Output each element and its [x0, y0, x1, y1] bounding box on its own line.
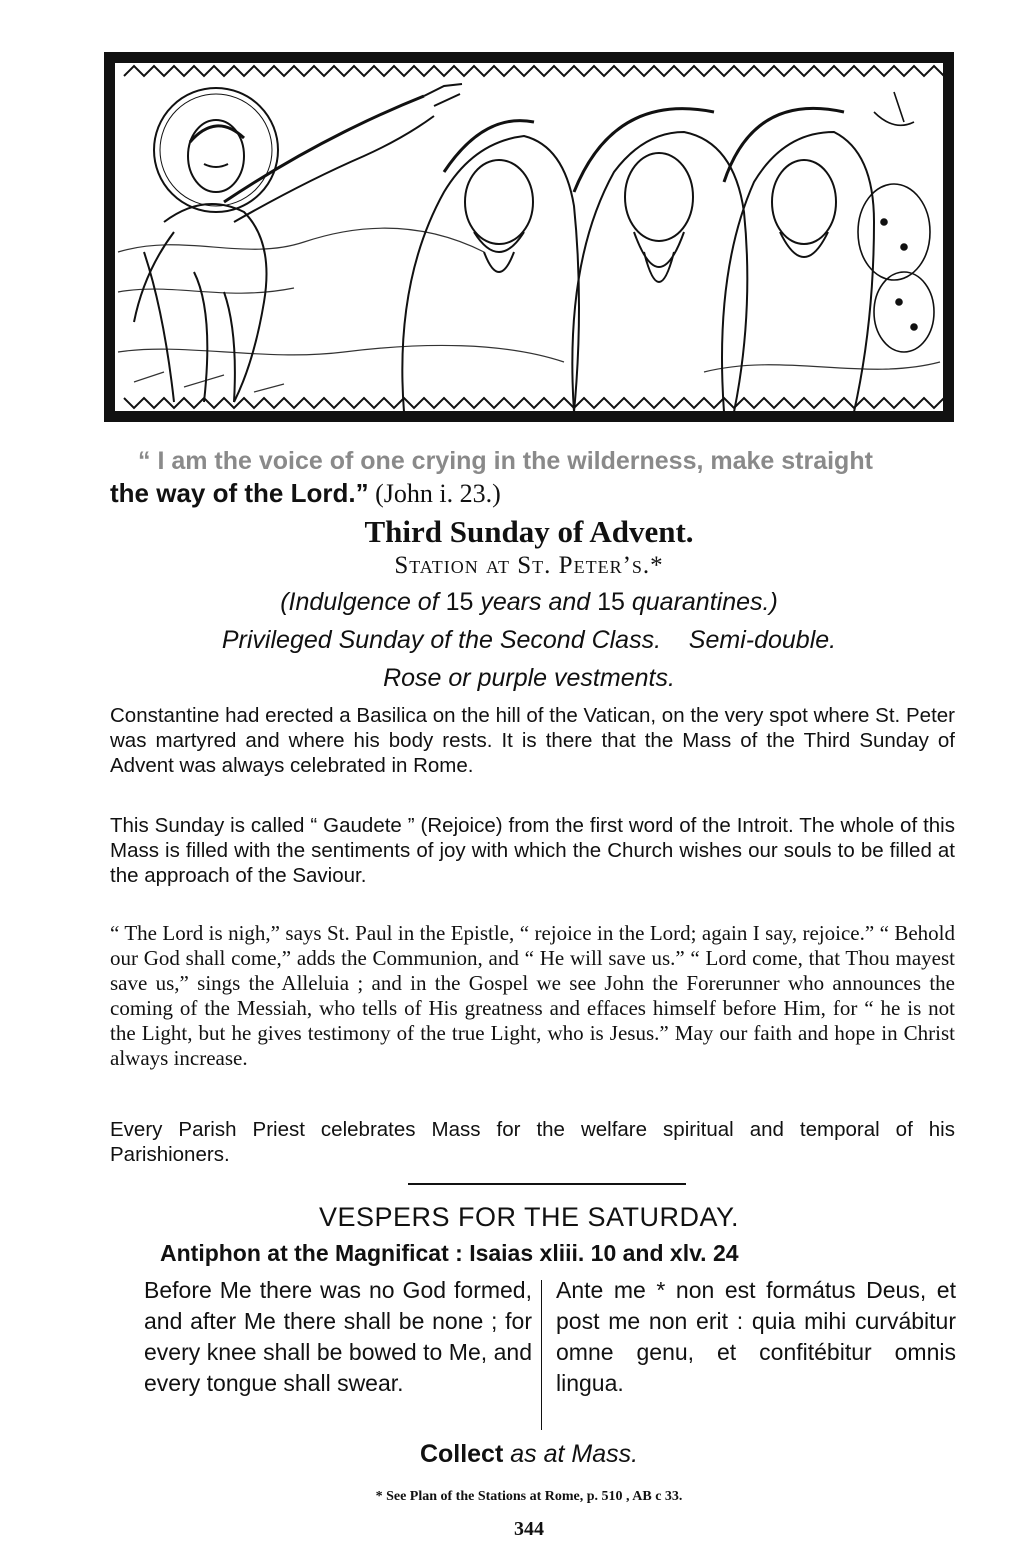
caption-bold-text: the way of the Lord.” [110, 478, 369, 508]
page-title: Third Sunday of Advent. [364, 514, 694, 549]
indulgence-years: 15 [445, 588, 474, 616]
paragraph-lord-is-nigh: “ The Lord is nigh,” says St. Paul in the Epistle, “ rejoice in the Lord; again I say, rejoice.” “ Behold our God shall come,” adds the Communion, and “ He will save us.” “ Lord come, that Thou mayest save us,” sings the Alleluia ; and in the Gospel we see John the Forerunner who announces the coming of the Messiah, who tells of His greatness and effaces himself before Him, for “ he is not the Light, but he gives testimony of the true Light, who is Jesus.” May our faith and hope in Christ always increase. [110, 921, 955, 1070]
column-divider [541, 1280, 542, 1430]
paragraph-gaudete: This Sunday is called “ Gaudete ” (Rejoice) from the first word of the Introit. The whole of this Mass is filled with the sentiments of joy with which the Church wishes our souls to be filled at the approach of the Saviour. [110, 814, 955, 887]
station-heading: Station at St. Peter’s.* [394, 552, 664, 579]
privileged-line: Privileged Sunday of the Second Class. Semi-double. [221, 626, 837, 654]
vestments-line: Rose or purple vestments. [383, 664, 675, 692]
illustration-caption-quote: “ I am the voice of one crying in the wilderness, make straight [138, 447, 873, 475]
section-divider [408, 1183, 686, 1185]
engraving-illustration [104, 52, 954, 422]
page-number: 344 [514, 1518, 544, 1540]
indulgence-line [104, 588, 954, 617]
indulgence-quarantines: 15 [597, 588, 625, 616]
footnote: * See Plan of the Stations at Rome, p. 510 , AB c 33. [375, 1489, 683, 1504]
paragraph-parish-priest: Every Parish Priest celebrates Mass for the welfare spiritual and temporal of his Parishioners. [110, 1118, 955, 1166]
collect-rest: as at Mass. [503, 1440, 639, 1468]
indulgence-text-b: years and [473, 588, 598, 616]
vespers-heading: VESPERS FOR THE SATURDAY. [318, 1202, 740, 1232]
caption-reference: (John i. 23.) [368, 479, 501, 508]
illustration-caption-line2 [110, 478, 501, 509]
antiphon-heading: Antiphon at the Magnificat : Isaias xliii. 10 and xlv. 24 [160, 1240, 739, 1266]
antiphon-latin: Ante me * non est formátus Deus, et post me non erit : quia mihi curvábitur omne genu, et confitébitur omnis lingua. [556, 1277, 956, 1396]
collect-line [104, 1440, 954, 1469]
antiphon-english: Before Me there was no God formed, and after Me there shall be none ; for every knee shall be bowed to Me, and every tongue shall swear. [144, 1277, 532, 1396]
collect-bold: Collect [419, 1440, 504, 1468]
paragraph-basilica: Constantine had erected a Basilica on the hill of the Vatican, on the very spot where St. Peter was martyred and where his body rests. It is there that the Mass of the Third Sunday of Advent was always celebrated in Rome. [110, 704, 955, 777]
indulgence-text-a: (Indulgence of [280, 588, 446, 616]
indulgence-text-c: quarantines.) [624, 588, 778, 616]
